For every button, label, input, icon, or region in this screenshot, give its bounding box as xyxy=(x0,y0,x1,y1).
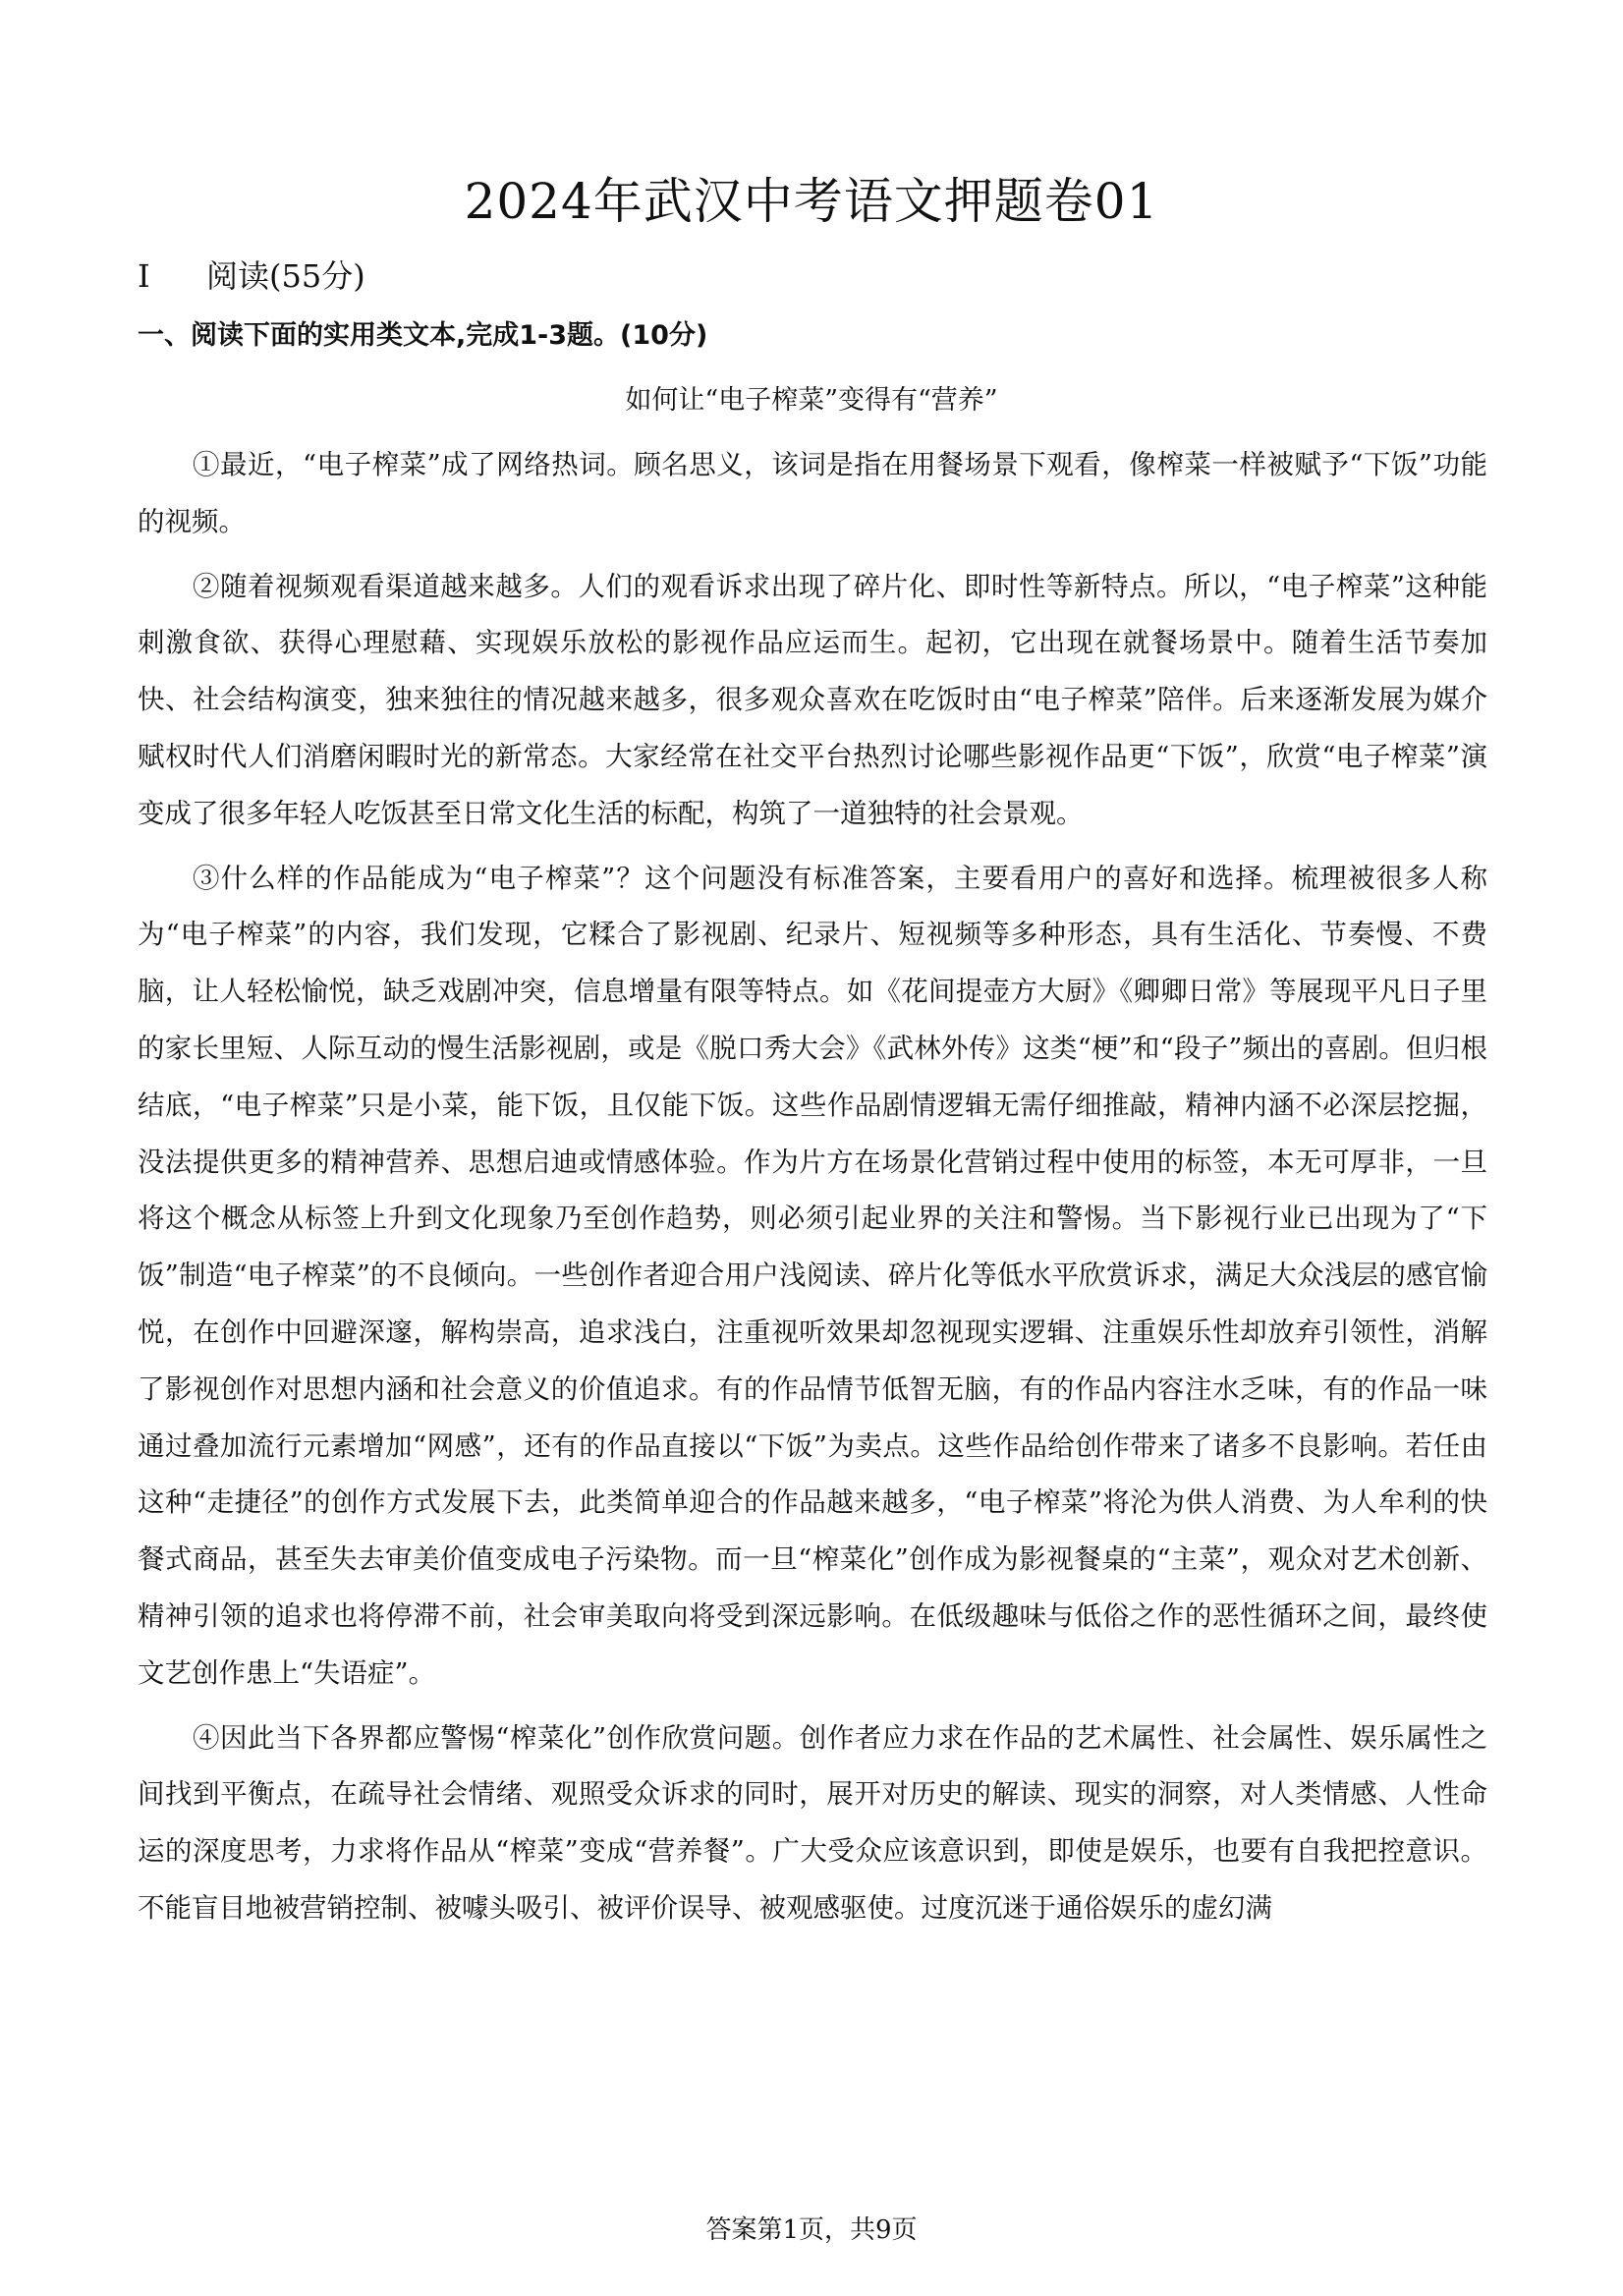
question-instruction: 一、阅读下面的实用类文本,完成1-3题。(10分) xyxy=(138,320,708,351)
section-label: 阅读(55分) xyxy=(206,257,365,295)
section-heading xyxy=(138,253,365,299)
page-title: 2024年武汉中考语文押题卷01 xyxy=(464,173,1159,230)
article-body xyxy=(138,437,1487,1945)
paragraph-3: ③什么样的作品能成为“电子榨菜”？这个问题没有标准答案，主要看用户的喜好和选择。梳理被很多人称为“电子榨菜”的内容，我们发现，它糅合了影视剧、纪录片、短视频等多种形态，具有生活化、节奏慢、不费脑，让人轻松愉悦，缺乏戏剧冲突，信息增量有限等特点。如《花间提壶方大厨》《卿卿日常》等展现平凡日子里的家长里短、人际互动的慢生活影视剧，或是《脱口秀大会》《武林外传》这类“梗”和“段子”频出的喜剧。但归根结底，“电子榨菜”只是小菜，能下饭，且仅能下饭。这些作品剧情逻辑无需仔细推敲，精神内涵不必深层挖掘，没法提供更多的精神营养、思想启迪或情感体验。作为片方在场景化营销过程中使用的标签，本无可厚非，一旦将这个概念从标签上升到文化现象乃至创作趋势，则必须引起业界的关注和警惕。当下影视行业已出现为了“下饭”制造“电子榨菜”的不良倾向。一些创作者迎合用户浅阅读、碎片化等低水平欣赏诉求，满足大众浅层的感官愉悦，在创作中回避深邃，解构崇高，追求浅白，注重视听效果却忽视现实逻辑、注重娱乐性却放弃引领性，消解了影视创作对思想内涵和社会意义的价值追求。有的作品情节低智无脑，有的作品内容注水乏味，有的作品一味通过叠加流行元素增加“网感”，还有的作品直接以“下饭”为卖点。这些作品给创作带来了诸多不良影响。若任由这种“走捷径”的创作方式发展下去，此类简单迎合的作品越来越多，“电子榨菜”将沦为供人消费、为人牟利的快餐式商品，甚至失去审美价值变成电子污染物。而一旦“榨菜化”创作成为影视餐桌的“主菜”，观众对艺术创新、精神引领的追求也将停滞不前，社会审美取向将受到深远影响。在低级趣味与低俗之作的恶性循环之间，最终使文艺创作患上“失语症”。 xyxy=(138,862,1487,1689)
article-title: 如何让“电子榨菜”变得有“营养” xyxy=(625,385,998,416)
paragraph-4: ④因此当下各界都应警惕“榨菜化”创作欣赏问题。创作者应力求在作品的艺术属性、社会属性、娱乐属性之间找到平衡点，在疏导社会情绪、观照受众诉求的同时，展开对历史的解读、现实的洞察，对人类情感、人性命运的深度思考，力求将作品从“榨菜”变成“营养餐”。广大受众应该意识到，即使是娱乐，也要有自我把控意识。不能盲目地被营销控制、被噱头吸引、被评价误导、被观感驱使。过度沉迷于通俗娱乐的虚幻满 xyxy=(138,1721,1487,1924)
page-footer: 答案第1页，共9页 xyxy=(705,2215,918,2245)
paragraph-1: ①最近，“电子榨菜”成了网络热词。顾名思义，该词是指在用餐场景下观看，像榨菜一样被赋予“下饭”功能的视频。 xyxy=(138,449,1487,537)
paragraph-2: ②随着视频观看渠道越来越多。人们的观看诉求出现了碎片化、即时性等新特点。所以，“电子榨菜”这种能刺激食欲、获得心理慰藉、实现娱乐放松的影视作品应运而生。起初，它出现在就餐场景中。随着生活节奏加快、社会结构演变，独来独往的情况越来越多，很多观众喜欢在吃饭时由“电子榨菜”陪伴。后来逐渐发展为媒介赋权时代人们消磨闲暇时光的新常态。大家经常在社交平台热烈讨论哪些影视作品更“下饭”，欣赏“电子榨菜”演变成了很多年轻人吃饭甚至日常文化生活的标配，构筑了一道独特的社会景观。 xyxy=(138,570,1487,829)
section-number: Ⅰ xyxy=(138,257,150,295)
